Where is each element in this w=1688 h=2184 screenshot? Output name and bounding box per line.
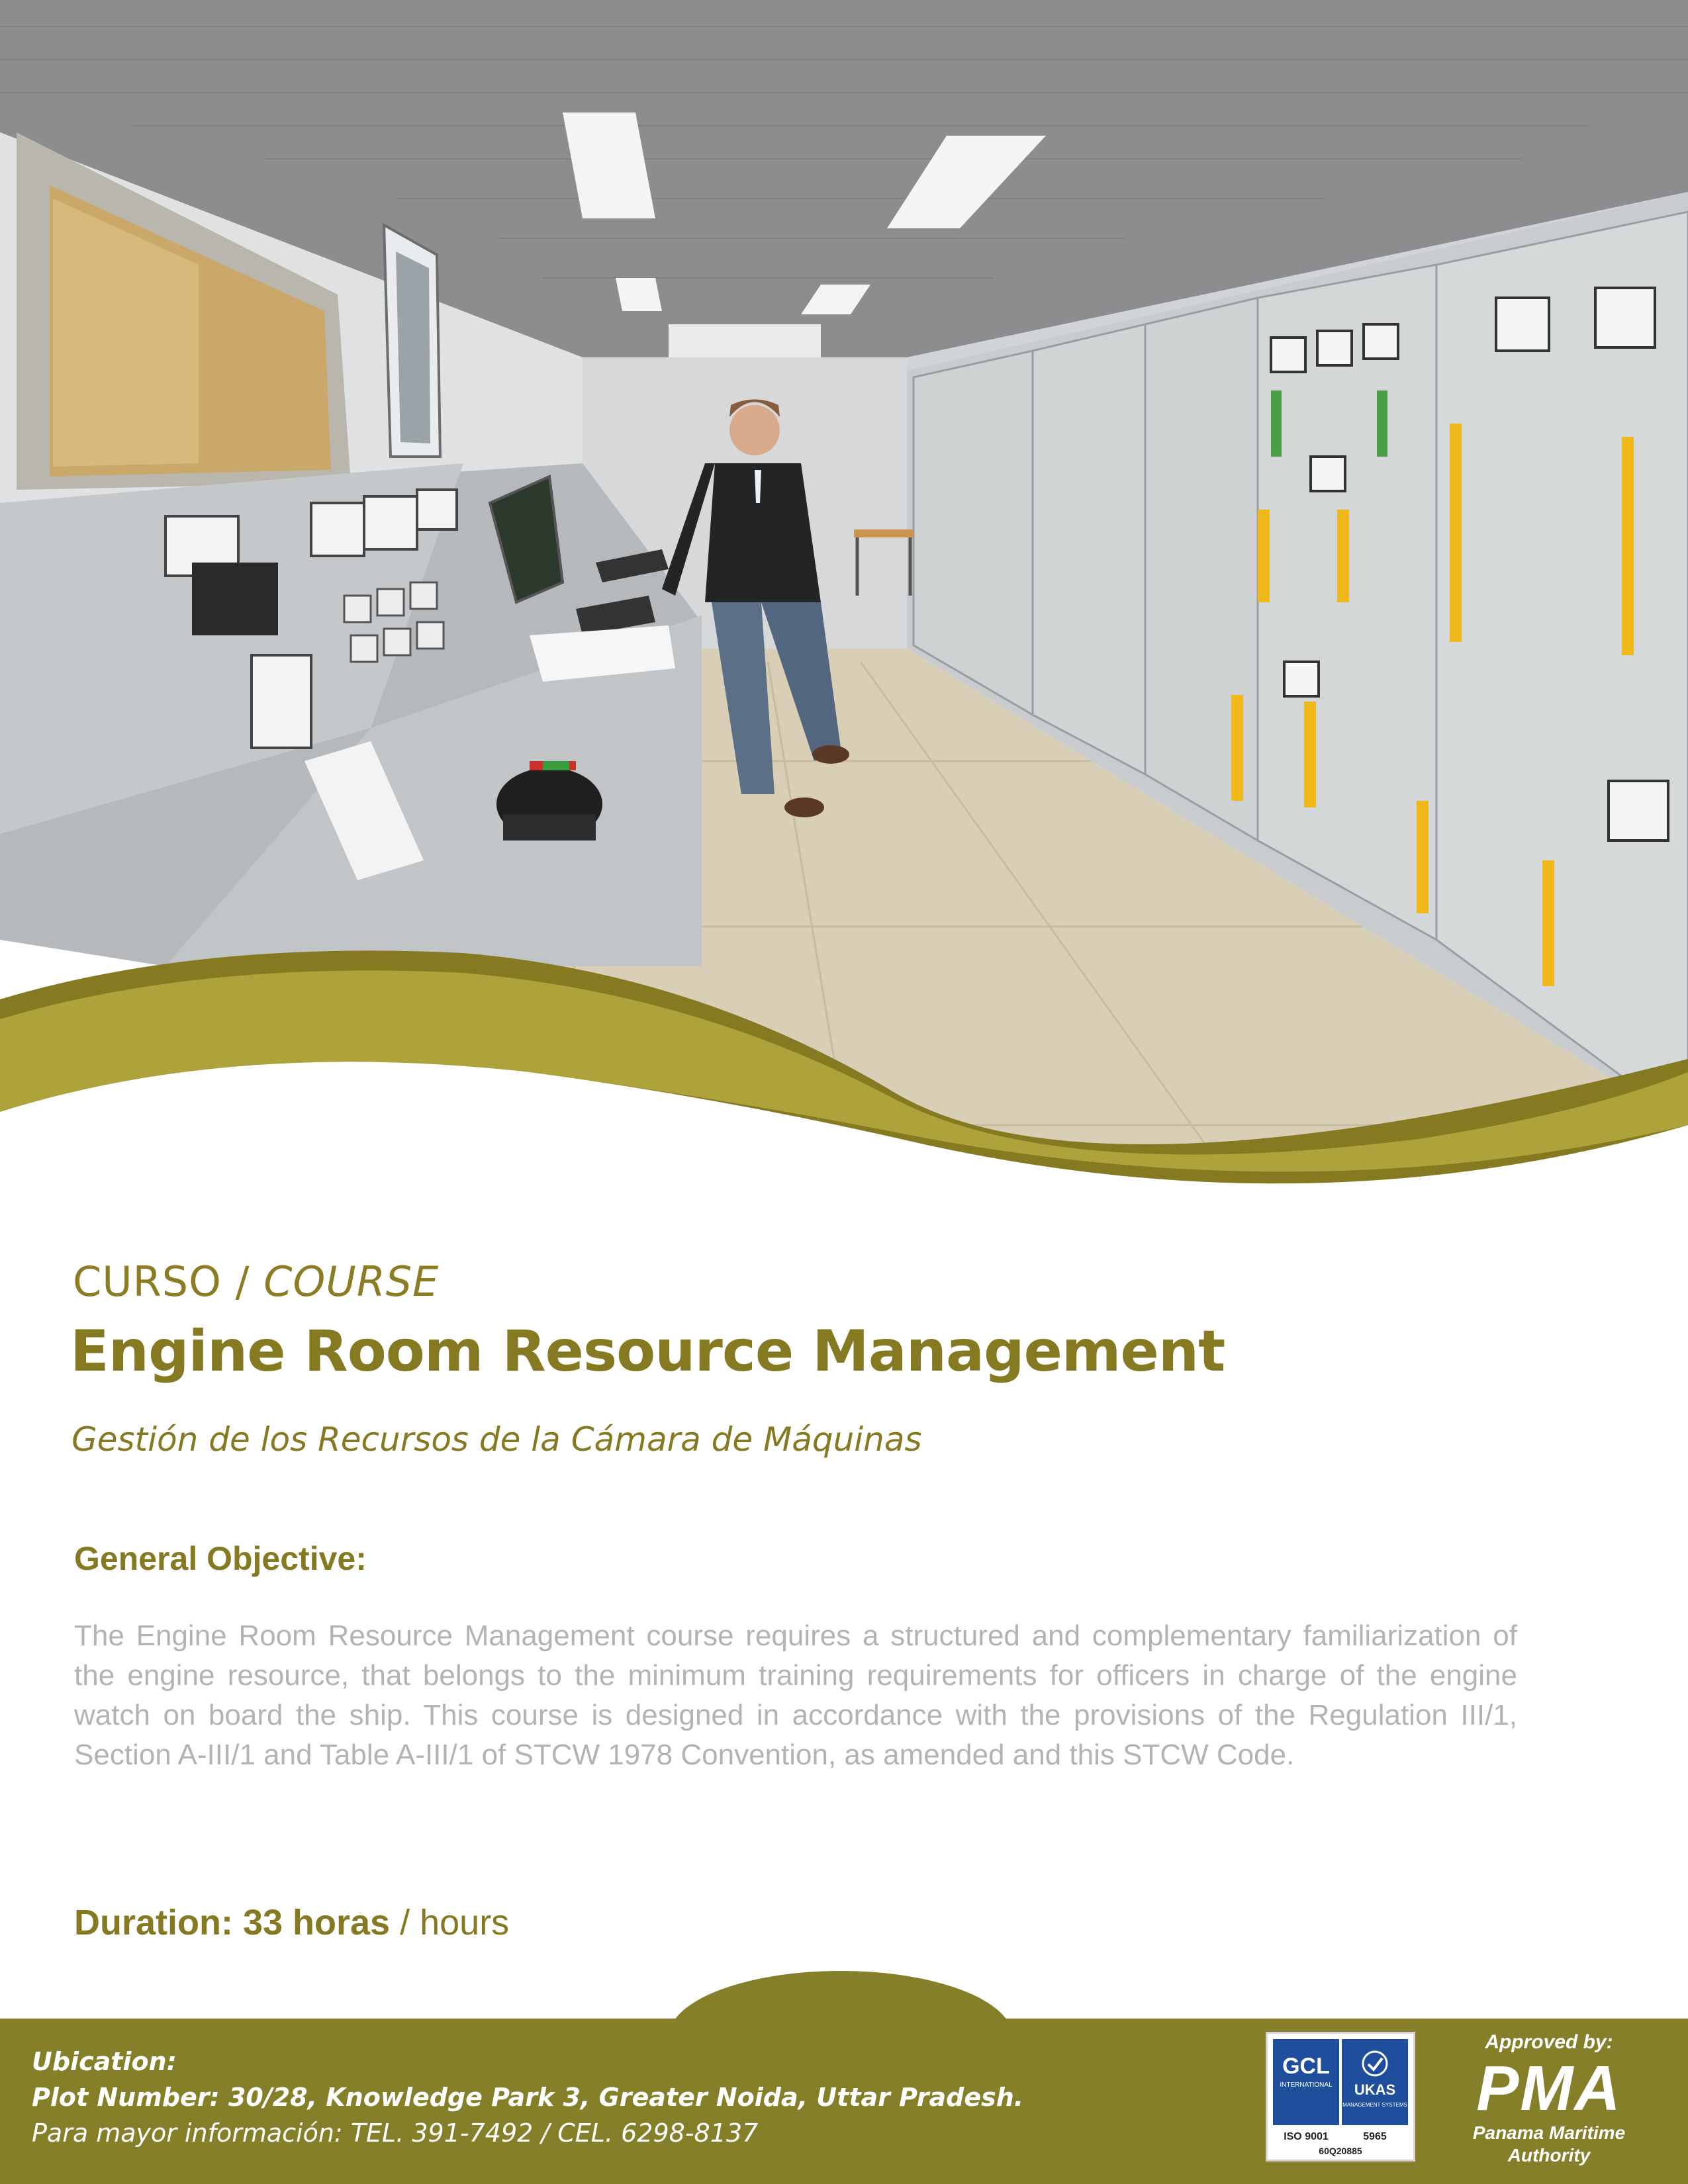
objective-text: The Engine Room Resource Management course requires a structured and complementary familiarization of the engine resource, that belongs to the minimum training requirements for officers in charge of the engine watch on board the ship. This course is designed in accordance with the provisions of the Regulation III/1, Section A-III/1 and Table A-III/1 of STCW 1978 Convention, as amended and this STCW Code. [74, 1619, 1517, 1771]
cert-number-text: 5965 [1363, 2131, 1387, 2142]
iso-certification-icon [1268, 2034, 1413, 2160]
duration-suffix: / hours [390, 1903, 510, 1942]
duration [74, 1902, 509, 1943]
ukas-text: UKAS [1354, 2081, 1396, 2098]
ukas-sub-text: MANAGEMENT SYSTEMS [1342, 2102, 1407, 2108]
address-text: Plot Number: 30/28, Knowledge Park 3, Greater Noida, Uttar Pradesh. [32, 2083, 1024, 2112]
contact-text: Para mayor información: TEL. 391-7492 / CEL. 6298-8137 [32, 2118, 759, 2148]
authority-line-1: Panama Maritime [1472, 2122, 1626, 2143]
course-title: Engine Room Resource Management [70, 1318, 1225, 1385]
ubication-label: Ubication: [32, 2047, 177, 2076]
approved-by-label: Approved by: [1485, 2031, 1613, 2053]
pma-logo: PMA [1476, 2053, 1622, 2124]
certification-badge [1266, 2032, 1415, 2161]
iso-text: ISO 9001 [1284, 2131, 1329, 2142]
duration-label: Duration: 33 horas [74, 1903, 391, 1942]
location-block [32, 2044, 1023, 2151]
cert-code-text: 60Q20885 [1319, 2146, 1362, 2156]
course-label [73, 1257, 439, 1306]
gcl-sub-text: INTERNATIONAL [1280, 2081, 1333, 2089]
authority-line-2: Authority [1507, 2145, 1591, 2165]
course-subtitle: Gestión de los Recursos de la Cámara de Máquinas [71, 1420, 922, 1459]
gcl-text: GCL [1282, 2054, 1330, 2079]
approval-block [1436, 2029, 1662, 2167]
objective-heading: General Objective: [74, 1540, 367, 1577]
course-label-es: CURSO / [73, 1257, 250, 1306]
course-label-en: COURSE [263, 1257, 440, 1306]
